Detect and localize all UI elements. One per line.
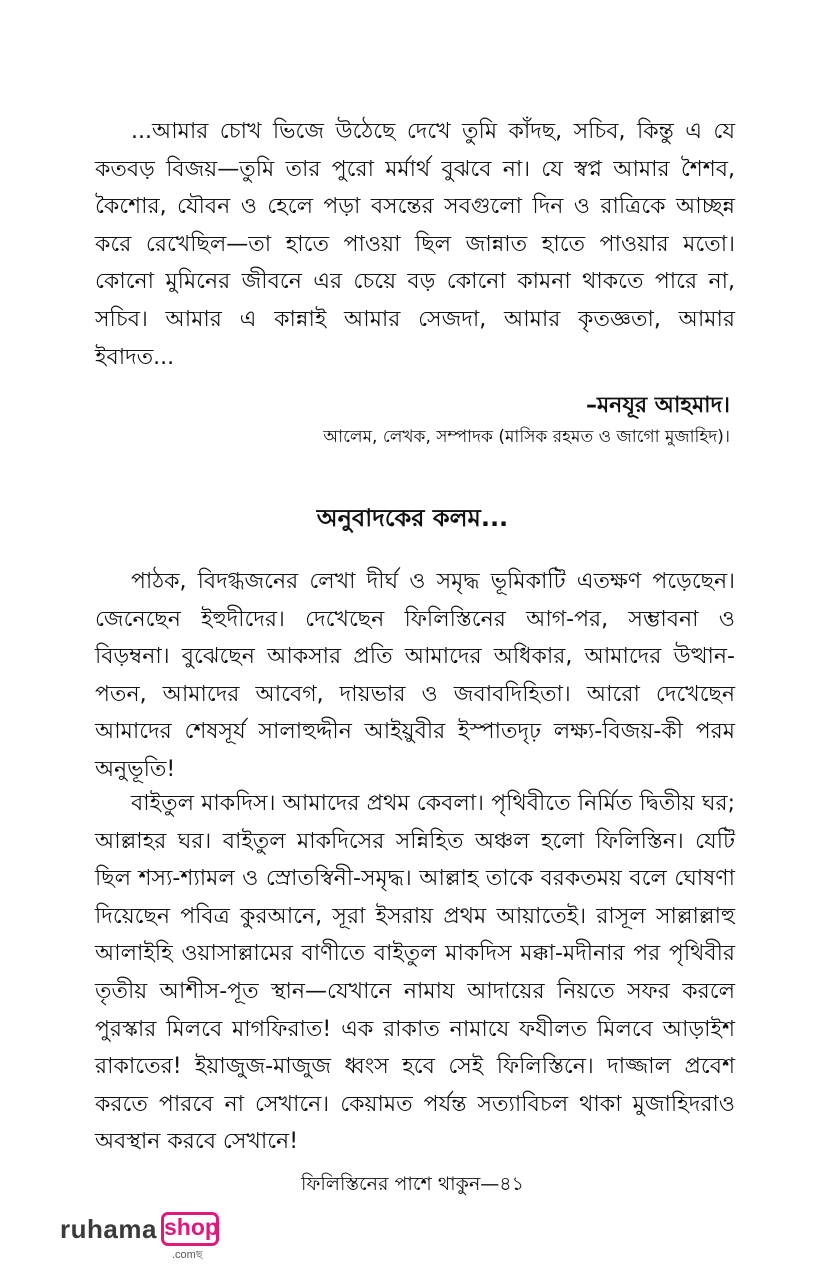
- logo-domain-text: .comছ: [172, 1249, 203, 1261]
- body-paragraph-1: পাঠক, বিদগ্ধজনের লেখা দীর্ঘ ও সমৃদ্ধ ভূমিকাটি এতক্ষণ পড়েছেন। জেনেছেন ইহুদীদের। দেখেছেন ফিলিস্তিনের আগ-পর, সম্ভাবনা ও বিড়ম্বনা। বুঝেছেন আকসার প্রতি আমাদের অধিকার, আমাদের উত্থান-পতন, আমাদের আবেগ, দায়ভার ও জবাবদিহিতা। আরো দেখেছেন আমাদের শেষসূর্য সালাহুদ্দীন আইয়ুবীর ইস্পাতদৃঢ় লক্ষ্য-বিজয়-কী পরম অনুভূতি!: [95, 569, 735, 782]
- logo-shop-text: shop: [164, 1214, 219, 1240]
- page-footer: ফিলিস্তিনের পাশে থাকুন—৪১: [301, 1173, 524, 1195]
- author-credential: আলেম, লেখক, সম্পাদক (মাসিক রহমত ও জাগো মুজাহিদ)।: [323, 427, 730, 447]
- logo-shop-box: [161, 1212, 219, 1246]
- logo-brand-text: ruhama: [60, 1214, 157, 1244]
- quote-paragraph: ...আমার চোখ ভিজে উঠেছে দেখে তুমি কাঁদছ, সচিব, কিন্তু এ যে কতবড় বিজয়—তুমি তার পুরো মর্মার্থ বুঝবে না। যে স্বপ্ন আমার শৈশব, কৈশোর, যৌবন ও হেলে পড়া বসন্তের সবগুলো দিন ও রাত্রিকে আচ্ছন্ন করে রেখেছিল—তা হাতে পাওয়া ছিল জান্নাত হাতে পাওয়ার মতো। কোনো মুমিনের জীবনে এর চেয়ে বড় কোনো কামনা থাকতে পারে না, সচিব। আমার এ কান্নাই আমার সেজদা, আমার কৃতজ্ঞতা, আমার ইবাদত...: [95, 119, 735, 370]
- author-signature: –মনযূর আহমাদ।: [585, 393, 730, 418]
- body-paragraph-2: বাইতুল মাকদিস। আমাদের প্রথম কেবলা। পৃথিবীতে নির্মিত দ্বিতীয় ঘর; আল্লাহর ঘর। বাইতুল মাকদিসের সন্নিহিত অঞ্চল হলো ফিলিস্তিন। যেটি ছিল শস্য-শ্যামল ও স্রোতস্বিনী-সমৃদ্ধ। আল্লাহ তাকে বরকতময় বলে ঘোষণা দিয়েছেন পবিত্র কুরআনে, সূরা ইসরায় প্রথম আয়াতেই। রাসূল সাল্লাল্লাহু আলাইহি ওয়াসাল্লামের বাণীতে বাইতুল মাকদিস মক্কা-মদীনার পর পৃথিবীর তৃতীয় আশীস-পূত স্থান—যেখানে নামায আদায়ের নিয়তে সফর করলে পুরস্কার মিলবে মাগফিরাত! এক রাকাত নামাযে ফযীলত মিলবে আড়াইশ রাকাতের! ইয়াজুজ-মাজুজ ধ্বংস হবে সেই ফিলিস্তিনে। দাজ্জাল প্রবেশ করতে পারবে না সেখানে। কেয়ামত পর্যন্ত সত্যাবিচল থাকা মুজাহিদরাও অবস্থান করবে সেখানে!: [95, 791, 735, 1155]
- section-heading: অনুবাদকের কলম...: [316, 504, 509, 532]
- ruhamashop-logo: [60, 1212, 230, 1262]
